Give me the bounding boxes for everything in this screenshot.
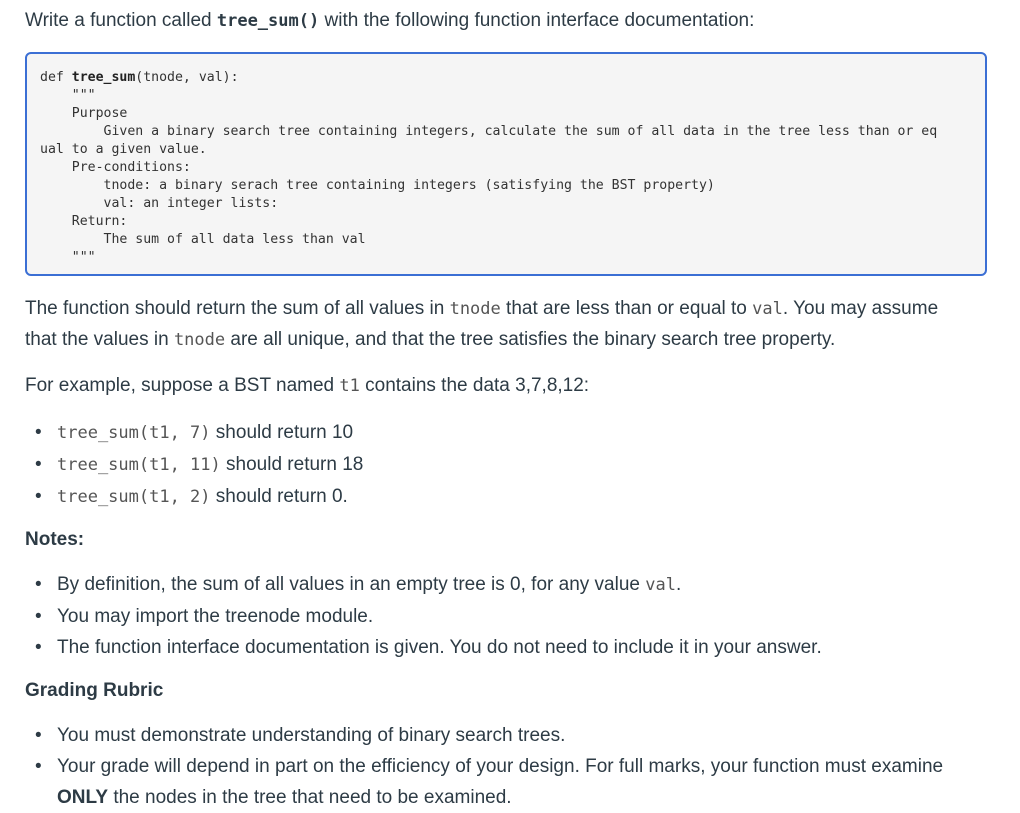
example-call: tree_sum(t1, 7) (57, 423, 211, 443)
code-content (40, 69, 937, 267)
example-result: should return 18 (220, 454, 364, 475)
rubric-text: You must demonstrate understanding of binary search trees. (57, 725, 566, 746)
intro-suffix: with the following function interface documentation: (319, 10, 755, 31)
list-item (25, 449, 363, 481)
example-text: contains the data 3,7,8,12: (359, 375, 590, 396)
code-def-keyword: def (40, 70, 72, 85)
note-code-val: val (645, 575, 676, 595)
desc-code-tnode: tnode (449, 299, 501, 319)
description-line-2 (25, 324, 835, 356)
note-text: . (675, 574, 682, 595)
desc-code-val: val (752, 299, 783, 319)
example-call: tree_sum(t1, 2) (57, 487, 211, 507)
docstring-code-block (25, 52, 987, 276)
desc-text: The function should return the sum of all values in (25, 298, 450, 319)
example-text: For example, suppose a BST named (25, 375, 340, 396)
examples-list (25, 417, 363, 513)
list-item (25, 601, 822, 632)
example-intro (25, 370, 589, 402)
rubric-emphasis: ONLY (57, 787, 109, 808)
desc-text: are all unique, and that the tree satisfies the binary search tree property. (225, 329, 836, 350)
note-text: You may import the treenode module. (57, 606, 374, 627)
list-item (25, 751, 943, 813)
intro-function-name: tree_sum() (216, 11, 320, 31)
example-result: should return 0. (210, 486, 348, 507)
code-signature: (tnode, val): (135, 70, 239, 85)
rubric-text: Your grade will depend in part on the efficiency of your design. For full marks, your function must examine (57, 756, 944, 777)
notes-list (25, 569, 822, 663)
intro-text (25, 7, 754, 35)
list-item (25, 417, 363, 449)
list-item (25, 481, 363, 513)
intro-prefix: Write a function called (25, 10, 217, 31)
rubric-text: the nodes in the tree that need to be examined. (108, 787, 512, 808)
note-text: The function interface documentation is given. You do not need to include it in your answer. (57, 637, 822, 658)
notes-heading: Notes: (25, 529, 85, 550)
desc-text: . You may assume (782, 298, 939, 319)
note-text: By definition, the sum of all values in an empty tree is 0, for any value (57, 574, 646, 595)
list-item (25, 720, 943, 751)
example-call: tree_sum(t1, 11) (57, 455, 221, 475)
description-line-1 (25, 293, 938, 325)
list-item (25, 569, 822, 601)
example-code-t1: t1 (339, 376, 360, 396)
code-function-name: tree_sum (71, 70, 136, 85)
desc-text: that are less than or equal to (500, 298, 753, 319)
list-item (25, 632, 822, 663)
desc-text: that the values in (25, 329, 174, 350)
rubric-list (25, 720, 943, 813)
code-docstring-body: """ Purpose Given a binary search tree containing integers, calculate the sum of all data in the tree less than or eq ual to a given value. Pre-conditions: tnode: a binary serach tree containing integers (satisfying the BST property) val: an integer lists: Return: The sum of all data less than val """ (40, 88, 938, 265)
desc-code-tnode: tnode (173, 330, 226, 350)
rubric-heading: Grading Rubric (25, 680, 164, 701)
example-result: should return 10 (210, 422, 354, 443)
